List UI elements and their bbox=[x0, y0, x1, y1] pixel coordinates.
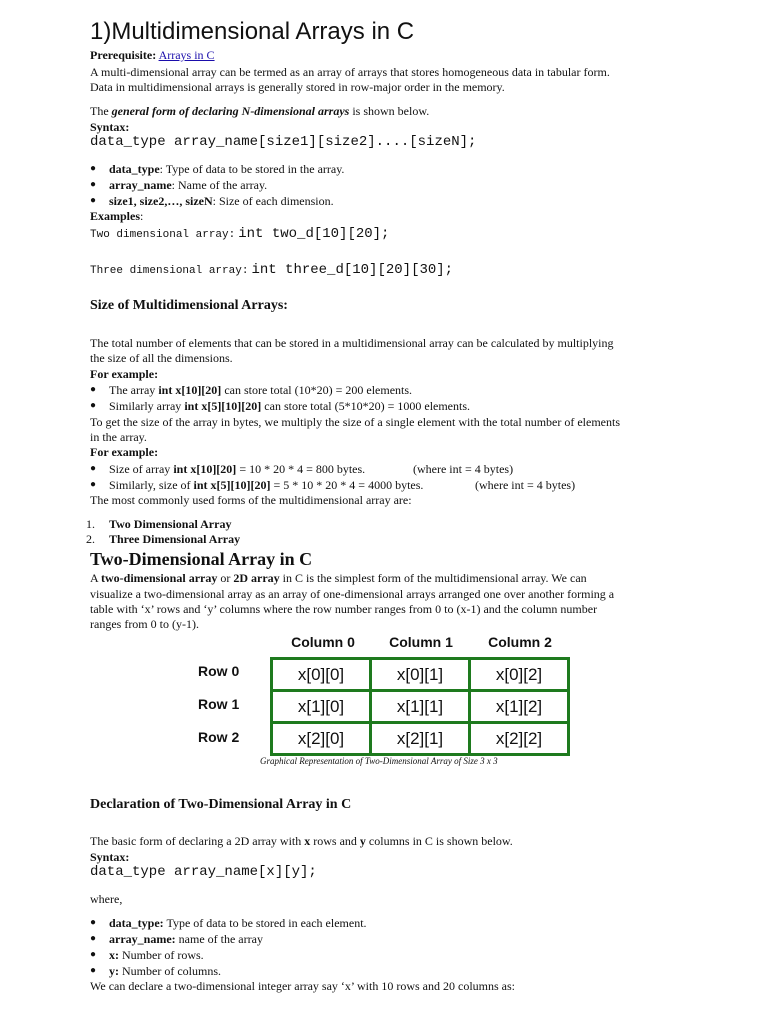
for-example-label: For example: bbox=[90, 445, 159, 459]
syntax-label: Syntax: bbox=[90, 120, 130, 134]
column-header: Column 1 bbox=[389, 634, 453, 650]
column-header: Column 2 bbox=[488, 634, 552, 650]
bullet-icon: ● bbox=[90, 384, 97, 395]
grid-cell: x[2][1] bbox=[371, 723, 470, 755]
decl-param-item: y: Number of columns. bbox=[109, 964, 221, 978]
grid-cell: x[0][0] bbox=[272, 659, 371, 691]
param-item: data_type: Type of data to be stored in the array. bbox=[109, 162, 345, 176]
size-heading: Size of Multidimensional Arrays: bbox=[90, 298, 288, 313]
row-header: Row 2 bbox=[198, 729, 240, 745]
two-d-para-line-3: table with ‘x’ rows and ‘y’ columns where the row number ranges from 0 to (x-1) and the column number bbox=[90, 602, 598, 616]
bullet-icon: ● bbox=[90, 965, 97, 976]
syntax-label: Syntax: bbox=[90, 850, 130, 864]
decl-param-item: array_name: name of the array bbox=[109, 932, 263, 946]
grid-cell: x[2][2] bbox=[470, 723, 569, 755]
grid-cell: x[1][0] bbox=[272, 691, 371, 723]
bytes-para-line-1: To get the size of the array in bytes, we multiply the size of a single element with the total number of elements bbox=[90, 415, 621, 429]
where-label: where, bbox=[90, 892, 123, 906]
declaration-para: The basic form of declaring a 2D array with x rows and y columns in C is shown below. bbox=[90, 834, 513, 848]
two-d-para-line-4: ranges from 0 to (y-1). bbox=[90, 617, 199, 631]
decl-param-item: x: Number of rows. bbox=[109, 948, 204, 962]
syntax-code: data_type array_name[size1][size2]....[sizeN]; bbox=[90, 134, 477, 150]
common-forms-line: The most commonly used forms of the multidimensional array are: bbox=[90, 493, 412, 507]
bytes-note: (where int = 4 bytes) bbox=[413, 462, 514, 476]
form-item: Two Dimensional Array bbox=[109, 517, 232, 531]
example-two-d: Two dimensional array: int two_d[10][20]; bbox=[90, 226, 390, 242]
size-para-line-2: the size of all the dimensions. bbox=[90, 351, 233, 365]
size-para-line-1: The total number of elements that can be stored in a multidimensional array can be calculated by multiplying bbox=[90, 336, 614, 350]
intro-line-1: A multi-dimensional array can be termed as an array of arrays that stores homogeneous data in tabular form. bbox=[90, 65, 610, 79]
grid-cell: x[2][0] bbox=[272, 723, 371, 755]
bullet-icon: ● bbox=[90, 463, 97, 474]
two-d-para-line-2: visualize a two-dimensional array as an array of one-dimensional arrays arranged one over another forming a bbox=[90, 587, 615, 601]
grid-cell: x[0][2] bbox=[470, 659, 569, 691]
bytes-note: (where int = 4 bytes) bbox=[475, 478, 576, 492]
declaration-heading: Declaration of Two-Dimensional Array in C bbox=[90, 797, 352, 812]
two-d-heading: Two-Dimensional Array in C bbox=[90, 549, 313, 569]
form-item: Three Dimensional Array bbox=[109, 532, 241, 546]
bullet-icon: ● bbox=[90, 195, 97, 206]
size-example: The array int x[10][20] can store total (10*20) = 200 elements. bbox=[109, 383, 413, 397]
grid-cell: x[1][1] bbox=[371, 691, 470, 723]
bullet-icon: ● bbox=[90, 479, 97, 490]
grid-cell: x[0][1] bbox=[371, 659, 470, 691]
example-three-d: Three dimensional array: int three_d[10][20][30]; bbox=[90, 262, 454, 278]
bytes-example: Similarly, size of int x[5][10][20] = 5 * 10 * 20 * 4 = 4000 bytes. bbox=[109, 478, 424, 492]
param-item: array_name: Name of the array. bbox=[109, 178, 268, 192]
prerequisite-line bbox=[90, 47, 215, 63]
intro-line-2: Data in multidimensional arrays is generally stored in row-major order in the memory. bbox=[90, 80, 505, 94]
bytes-example: Size of array int x[10][20] = 10 * 20 * 4 = 800 bytes. bbox=[109, 462, 366, 476]
general-form-pre: The bbox=[90, 104, 112, 118]
bytes-para-line-2: in the array. bbox=[90, 430, 147, 444]
bullet-icon: ● bbox=[90, 400, 97, 411]
grid-row bbox=[272, 659, 569, 691]
last-line: We can declare a two-dimensional integer array say ‘x’ with 10 rows and 20 columns as: bbox=[90, 979, 516, 993]
two-d-para-line-1: A two-dimensional array or 2D array in C is the simplest form of the multidimensional array. We can bbox=[90, 571, 587, 585]
grid-caption: Graphical Representation of Two-Dimensional Array of Size 3 x 3 bbox=[260, 756, 498, 766]
grid-row bbox=[272, 723, 569, 755]
prerequisite-label: Prerequisite: bbox=[90, 48, 157, 62]
array-grid bbox=[270, 657, 570, 756]
examples-label: Examples: bbox=[90, 209, 144, 223]
row-header: Row 1 bbox=[198, 696, 240, 712]
grid-row bbox=[272, 691, 569, 723]
arrays-in-c-link[interactable]: Arrays in C bbox=[158, 48, 215, 62]
for-example-label: For example: bbox=[90, 367, 159, 381]
bullet-icon: ● bbox=[90, 163, 97, 174]
form-number: 2. bbox=[86, 532, 95, 546]
size-example: Similarly array int x[5][10][20] can store total (5*10*20) = 1000 elements. bbox=[109, 399, 471, 413]
bullet-icon: ● bbox=[90, 933, 97, 944]
general-form-emphasis: general form of declaring N-dimensional arrays bbox=[111, 104, 350, 118]
grid-cell: x[1][2] bbox=[470, 691, 569, 723]
form-number: 1. bbox=[86, 517, 95, 531]
bullet-icon: ● bbox=[90, 949, 97, 960]
bullet-icon: ● bbox=[90, 179, 97, 190]
bullet-icon: ● bbox=[90, 917, 97, 928]
row-header: Row 0 bbox=[198, 663, 240, 679]
page-title: 1)Multidimensional Arrays in C bbox=[90, 18, 415, 45]
column-header: Column 0 bbox=[291, 634, 355, 650]
declaration-code: data_type array_name[x][y]; bbox=[90, 864, 317, 880]
general-form-post: is shown below. bbox=[349, 104, 430, 118]
decl-param-item: data_type: Type of data to be stored in each element. bbox=[109, 916, 367, 930]
general-form-line bbox=[90, 103, 429, 119]
param-item: size1, size2,…, sizeN: Size of each dimension. bbox=[109, 194, 334, 208]
